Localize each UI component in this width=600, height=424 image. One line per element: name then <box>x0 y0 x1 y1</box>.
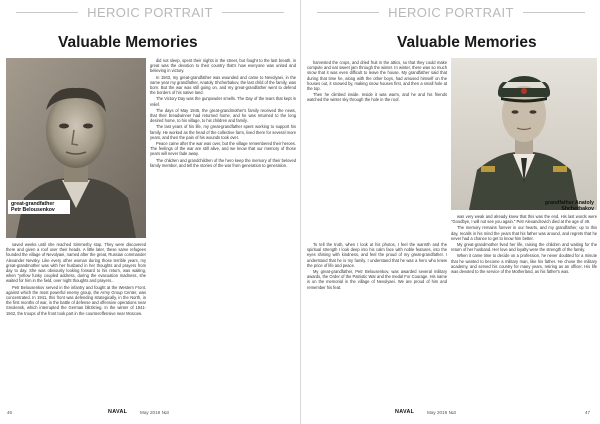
header-rule-right <box>523 12 585 13</box>
text-column-1 <box>6 242 146 404</box>
text-column-2 <box>451 214 597 404</box>
paragraph: In 1943, my great-grandfather was wounded and came to Nevolyaei, in the same year my grandfather, Anatoly Shcherbakov, the last child of the family, was born. But the war was still going on, and my great-grandfather went to defend the borders of his native land. <box>150 74 296 96</box>
page-footer <box>0 410 300 420</box>
paragraph: To tell the truth, when I look at his photos, I feel the warmth and the spiritual strength I look deep into his calm face with noble features, into the eyes shining with kindness, and feel the proud of my great-grandfather. I understand that he is my family. I understand that he was a hero who knew the price of life and peace. <box>307 242 447 268</box>
paragraph: The Victory Day was the gunpowder smells. The Day of the tears that kept in relief. <box>150 96 296 107</box>
article-title: Valuable Memories <box>397 34 537 51</box>
paragraph: My great-grandmother lived her life, raising the children and waiting for the return of her husband. Her love and loyalty were the strength of the family. <box>451 242 597 253</box>
paragraph: saved weeks until she reached Simmerby stop. They were discovered there and given a roof over their heads. A little later, these same refugees founded the village of Nevolyaei, named after the great, Russian commander Alexander Nevsky. Like every other woman during those terrible years, my great-grandmother was with her husband in her thoughts and prayers from day to day. She was obviously looking forward to his return, was waiting, when "yellow funky coupled address, during the evacuation madness, she waited for him in the field, over night thoughts and prayers... <box>6 242 146 284</box>
text-column-1-top <box>307 60 447 240</box>
page-footer <box>301 410 600 420</box>
photo-caption-left <box>8 200 70 214</box>
paragraph: harvested the crops, and dried fruit in the attics, so that they could make compote and eat sweet jam through the winter. In winter, there was so much snow that it was even difficult to leave the house. My grandfather said that during that time he, along with the other boys, had amused himself on the houses out, it snowed by, making snow houses first, and then a small hole at the top. <box>307 60 447 92</box>
right-page <box>300 0 600 424</box>
page-number: 46 <box>7 410 13 415</box>
paragraph: Peace came after the war was over, but the village remembered their heroes. The feelings of the war are still alive, and we know that our memory of those years will never fade away. <box>150 141 296 157</box>
page-number: 47 <box>585 410 591 415</box>
paragraph: The children and grandchildren of the hero keep the memory of their beloved family member, and tell the stories of the war from generation to generation. <box>150 157 296 168</box>
issue-date: May 2019 №3 <box>427 410 456 415</box>
paragraph: The days of May 1945, the great-grandmother's family received the news, that their breadwinner had returned home, and he was returned to the long desired home, to his village, to his children and family. <box>150 107 296 124</box>
paragraph: The last years of his life, my great-grandfather spent working to support his family. He worked as the head of the collective farm, lived there for several more years, and then the pain of his wounds took over. <box>150 124 296 140</box>
paragraph: Petr Belousenkov served in the infantry and fought at the Western Front, against which the most powerful enemy group, the Army Group Center, was concentrated. In 1941, this front was defending strategically, in the North, in the first months of war, in the battle of defense and offensive operations near Smolensk, which interrupted the German blitzkrieg. In the winter of 1941-1942, the troops of the front took part in the counteroffensive near Moscow. <box>6 284 146 316</box>
portrait-photo-grandfather <box>451 58 597 210</box>
paragraph: was very weak and already knew that this was the end. His last words were "Goodbye, I will not see you again." Petr Alexandrovich died at the age of 49. <box>451 214 597 225</box>
section-label: HEROIC PORTRAIT <box>87 5 213 21</box>
header-rule-right <box>222 12 284 13</box>
magazine-name: NAVAL <box>395 409 415 415</box>
article-title: Valuable Memories <box>58 34 198 51</box>
photo-caption-right: grandfather Anatoly Shcherbakov <box>544 200 594 213</box>
section-label: HEROIC PORTRAIT <box>388 5 514 21</box>
paragraph: My great-grandfather, Petr Belousenkov, was awarded several military awards, the Order of the Patriotic War and the medal For Courage. His name is on the memorial in the village of Nevolyaei. We are proud of him and remember his feat. <box>307 269 447 290</box>
issue-date: May 2019 №3 <box>140 410 169 415</box>
header-rule-left <box>16 12 78 13</box>
caption-text: great-grandfather Petr Belousenkov <box>11 201 55 214</box>
text-column-2 <box>150 58 296 404</box>
text-column-1 <box>307 242 447 404</box>
header-rule-left <box>317 12 379 13</box>
section-header <box>0 4 300 20</box>
magazine-name: NAVAL <box>108 409 128 415</box>
paragraph: The memory remains forever in our hearts, and my grandfather, up to this day, recalls in his mind the years that his father was around, and regrets that he never had a chance to get to know him better. <box>451 225 597 241</box>
paragraph: Then he climbed inside. Inside it was warm, and he and his friends watched the winter sky through the hole in the roof. <box>307 92 447 103</box>
portrait-image <box>451 58 597 210</box>
paragraph: did not sleep, spent their nights in the street, but fought to the last breath, in great was the devotion to their country that's how everyone was united and believing in victory. <box>150 58 296 74</box>
paragraph: When it came time to decide on a profession, he never doubted for a minute that he wanted to become a military man, like his father. He chose the military academy, and served his country for many years, retiring as an officer. His life was devoted to the service of the Motherland, as his father's was. <box>451 253 597 275</box>
section-header <box>301 4 600 20</box>
